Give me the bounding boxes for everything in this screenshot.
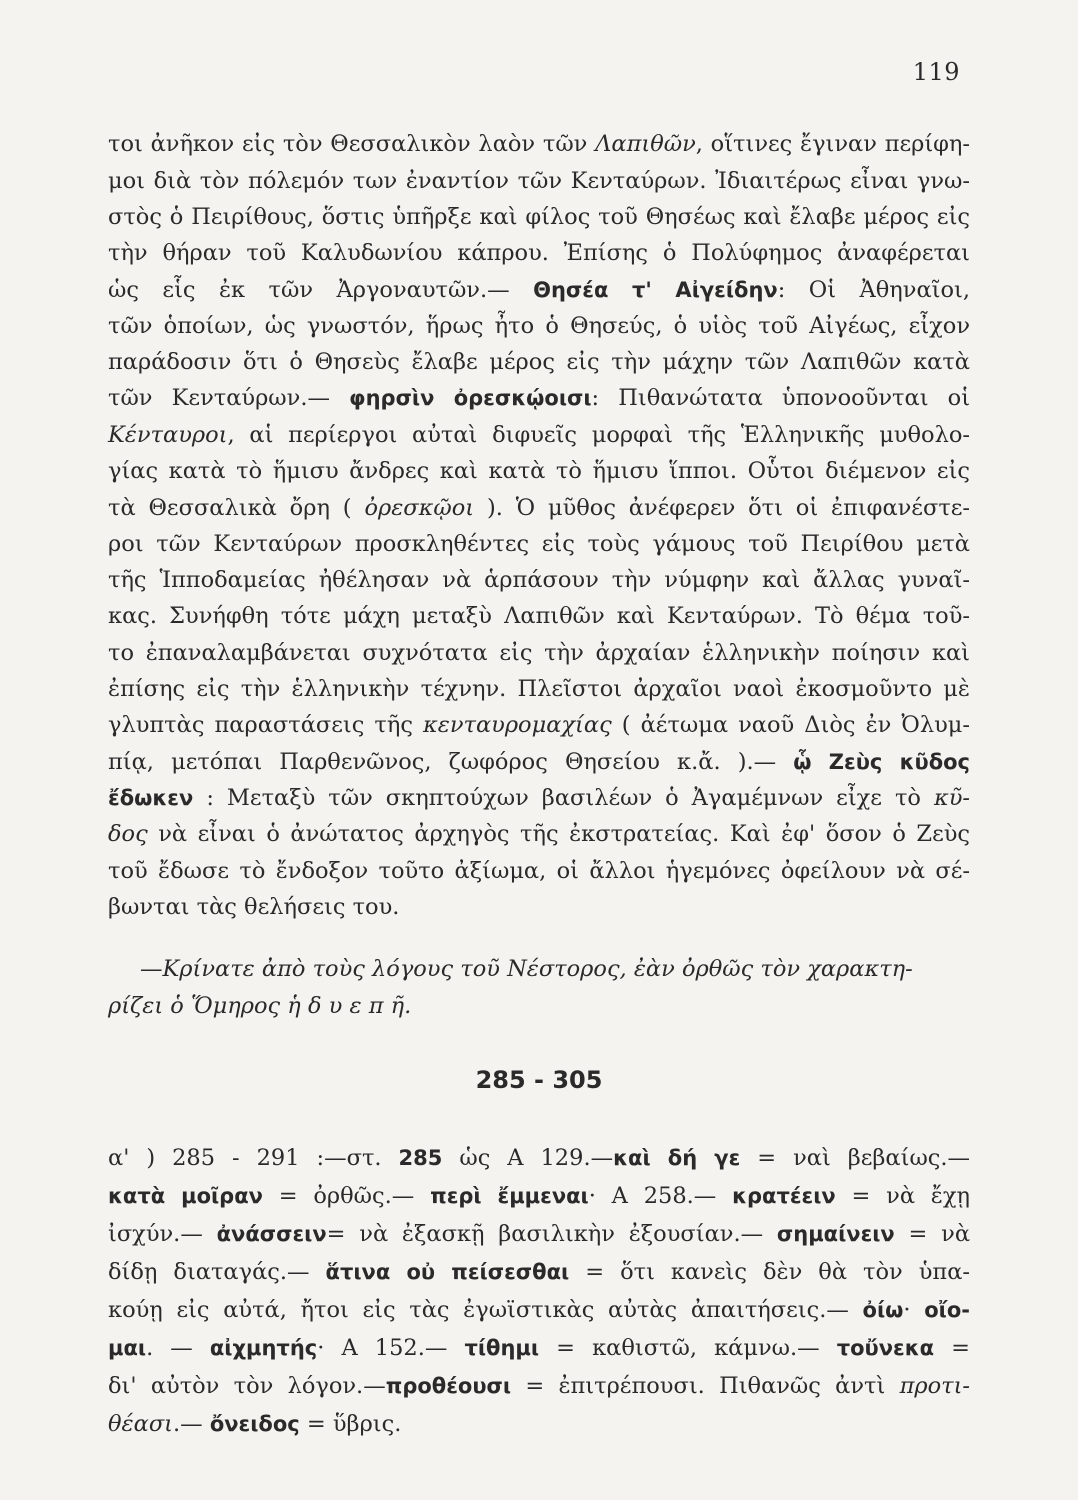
- lemma: τίθημι: [464, 1336, 540, 1360]
- lemma: καὶ δή γε: [613, 1146, 741, 1170]
- text-line: γίας κατὰ τὸ ἥμισυ ἄνδρες καὶ κατὰ τὸ ἥμισυ ἵπποι. Οὗτοι διέμενον εἰς: [108, 458, 970, 484]
- lemma: ἔδωκεν: [108, 786, 194, 810]
- text-line: τῶν Κενταύρων.— φηρσὶν ὀρεσκῴοισι: Πιθανώτατα ὑπονοοῦνται οἱ: [108, 385, 971, 411]
- lemma: προθέουσι: [385, 1374, 512, 1398]
- lemma: φηρσὶν ὀρεσκῴοισι: [349, 386, 592, 410]
- lemma: κατὰ μοῖραν: [108, 1184, 263, 1208]
- page-number: 119: [912, 58, 960, 86]
- text-line: κας. Συνήφθη τότε μάχη μεταξὺ Λαπιθῶν καὶ Κενταύρων. Τὸ θέμα τοῦ-: [108, 603, 970, 629]
- question-line: ρίζει ὁ Ὅμηρος ἡ δ υ ε π ῆ.: [108, 993, 412, 1019]
- question-line: —Κρίνατε ἀπὸ τοὺς λόγους τοῦ Νέστορος, ἐὰν ὀρθῶς τὸν χαρακτη-: [140, 956, 913, 982]
- lemma: περὶ ἔμμεναι: [430, 1184, 589, 1208]
- text-line: ὡς εἷς ἐκ τῶν Ἀργοναυτῶν.— Θησέα τ' Αἰγείδην: Οἱ Ἀθηναῖοι,: [108, 277, 970, 303]
- text-line: μοι διὰ τὸν πόλεμόν των ἐναντίον τῶν Κενταύρων. Ἰδιαιτέρως εἶναι γνω-: [108, 168, 970, 194]
- lemma: κρατέειν: [732, 1184, 836, 1208]
- text-line: τῶν ὁποίων, ὡς γνωστόν, ἥρως ἦτο ὁ Θησεύς, ὁ υἱὸς τοῦ Αἰγέως, εἶχον: [108, 313, 970, 339]
- text-line: τοῦ ἔδωσε τὸ ἔνδοξον τοῦτο ἀξίωμα, οἱ ἄλλοι ἡγεμόνες ὀφείλουν νὰ σέ-: [108, 858, 970, 884]
- text-line: ἔδωκεν : Μεταξὺ τῶν σκηπτούχων βασιλέων ὁ Ἀγαμέμνων εἶχε τὸ κῦ-: [108, 785, 971, 811]
- text-line: πίᾳ, μετόπαι Παρθενῶνος, ζωφόρος Θησείου κ.ἄ. ).— ᾧ Ζεὺς κῦδος: [108, 749, 971, 775]
- text-line: δος νὰ εἶναι ὁ ἀνώτατος ἀρχηγὸς τῆς ἐκστρατείας. Καὶ ἐφ' ὅσον ὁ Ζεὺς: [108, 821, 971, 847]
- text-line: γλυπτὰς παραστάσεις τῆς κενταυρομαχίας ( ἀέτωμα ναοῦ Διὸς ἐν Ὀλυμ-: [108, 712, 971, 738]
- lemma: οἴο-: [924, 1298, 971, 1322]
- text-line: στὸς ὁ Πειρίθους, ὅστις ὑπῆρξε καὶ φίλος τοῦ Θησέως καὶ ἔλαβε μέρος εἰς: [108, 204, 970, 230]
- lemma: ὀίω: [862, 1298, 904, 1322]
- text-line: κατὰ μοῖραν = ὀρθῶς.— περὶ ἔμμεναι· Α 258.— κρατέειν = νὰ ἔχῃ: [108, 1183, 970, 1209]
- text-line: τὰ Θεσσαλικὰ ὄρη ( ὀρεσκῷοι ). Ὁ μῦθος ἀνέφερεν ὅτι οἱ ἐπιφανέστε-: [108, 495, 971, 521]
- text-line: δίδῃ διαταγάς.— ἅτινα οὐ πείσεσθαι = ὅτι κανεὶς δὲν θὰ τὸν ὑπα-: [108, 1259, 970, 1285]
- lemma: ὄνειδος: [209, 1412, 300, 1436]
- lemma: ἀνάσσειν: [216, 1222, 327, 1246]
- lemma: ἅτινα οὐ πείσεσθαι: [325, 1260, 570, 1284]
- text-line: παράδοσιν ὅτι ὁ Θησεὺς ἔλαβε μέρος εἰς τὴν μάχην τῶν Λαπιθῶν κατὰ: [108, 349, 970, 375]
- lemma: τοὔνεκα: [836, 1336, 935, 1360]
- text-line: κούῃ εἰς αὐτά, ἤτοι εἰς τὰς ἐγωϊστικὰς αὐτὰς ἀπαιτήσεις.— ὀίω· οἴο-: [108, 1297, 971, 1323]
- text-line: δι' αὐτὸν τὸν λόγον.—προθέουσι = ἐπιτρέπουσι. Πιθανῶς ἀντὶ προτι-: [108, 1373, 971, 1399]
- lemma: σημαίνειν: [776, 1222, 895, 1246]
- text-line: το ἐπαναλαμβάνεται συχνότατα εἰς τὴν ἀρχαίαν ἑλληνικὴν ποίησιν καὶ: [108, 640, 970, 666]
- text-line: τὴν θήραν τοῦ Καλυδωνίου κάπρου. Ἐπίσης ὁ Πολύφημος ἀναφέρεται: [108, 240, 970, 266]
- text-line: ἰσχύν.— ἀνάσσειν= νὰ ἐξασκῇ βασιλικὴν ἐξουσίαν.— σημαίνειν = νὰ: [108, 1221, 971, 1247]
- text-line: μαι. — αἰχμητής· Α 152.— τίθημι = καθιστῶ, κάμνω.— τοὔνεκα =: [108, 1335, 970, 1361]
- text-line: τῆς Ἱπποδαμείας ἠθέλησαν νὰ ἁρπάσουν τὴν νύμφην καὶ ἄλλας γυναῖ-: [108, 567, 970, 593]
- lemma: Θησέα τ' Αἰγείδην: [533, 278, 778, 302]
- text-line: θέασι.— ὄνειδος = ὕβρις.: [108, 1411, 402, 1437]
- lemma: ᾧ Ζεὺς κῦδος: [793, 750, 971, 774]
- text-line: α' ) 285 - 291 :—στ. 285 ὡς Α 129.—καὶ δή γε = ναὶ βεβαίως.—: [108, 1145, 971, 1171]
- lemma: αἰχμητής: [209, 1336, 318, 1360]
- text-line: τοι ἀνῆκον εἰς τὸν Θεσσαλικὸν λαὸν τῶν Λαπιθῶν, οἵτινες ἔγιναν περίφη-: [108, 131, 971, 157]
- text-line: ἐπίσης εἰς τὴν ἑλληνικὴν τέχνην. Πλεῖστοι ἀρχαῖοι ναοὶ ἐκοσμοῦντο μὲ: [108, 676, 970, 702]
- text-line: ροι τῶν Κενταύρων προσκληθέντες εἰς τοὺς γάμους τοῦ Πειρίθου μετὰ: [108, 531, 970, 557]
- section-heading: 285 - 305: [475, 1066, 603, 1094]
- text-line: βωνται τὰς θελήσεις του.: [108, 894, 400, 920]
- text-line: Κένταυροι, αἱ περίεργοι αὐταὶ διφυεῖς μορφαὶ τῆς Ἑλληνικῆς μυθολο-: [108, 422, 970, 448]
